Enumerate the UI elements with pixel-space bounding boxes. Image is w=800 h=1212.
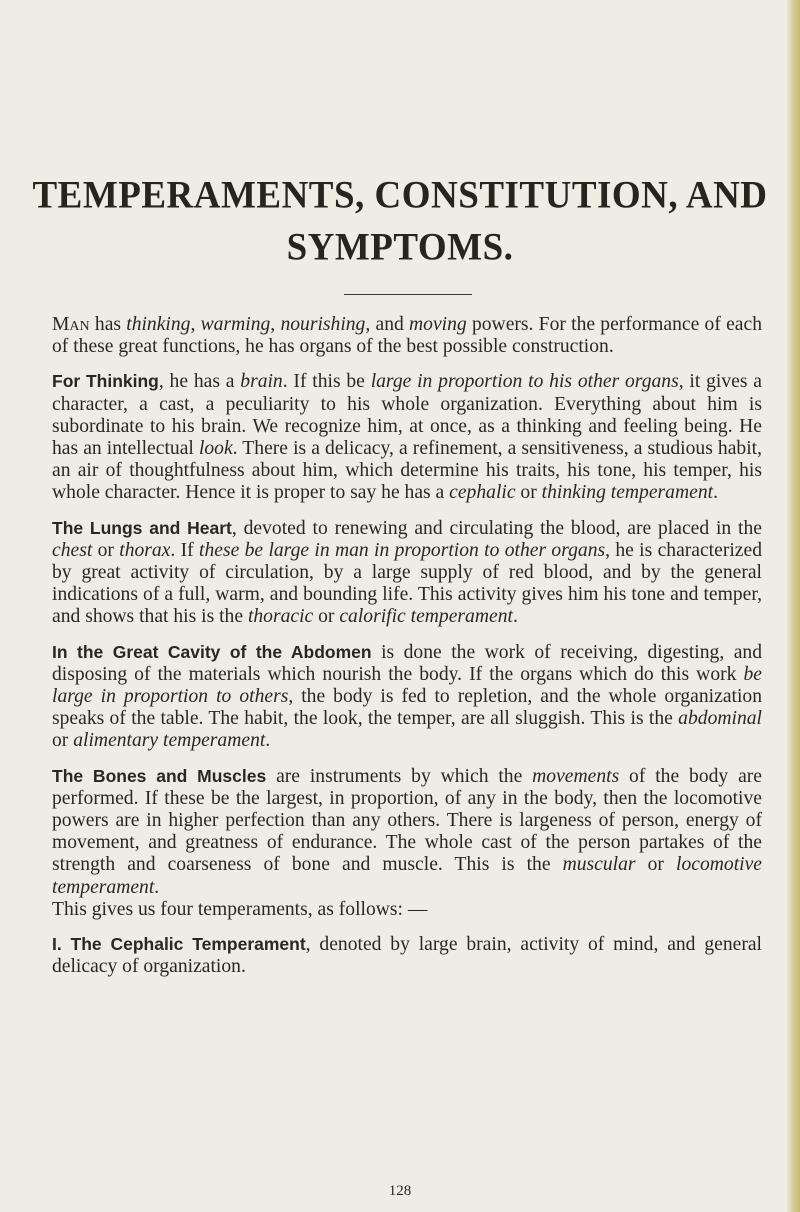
paragraph-cephalic: I. The Cephalic Temperament, denoted by large brain, activity of mind, and general delicacy of organization. [52,934,762,978]
paragraph-bones-muscles: The Bones and Muscles are instruments by which the movements of the body are performed. If these be the largest, in proportion, of any in the body, then the locomotive powers are in higher perfection than any others. There is largeness of person, energy of movement, and greatness of endurance. The whole cast of the person partakes of the strength and coarseness of bone and muscle. This is the muscular or locomotive temperament. [52,765,763,898]
title-line-2: SYMPTOMS. [286,225,514,269]
paragraph-intro: Man has thinking, warming, nourishing, and moving powers. For the performance of each of these great functions, he has organs of the best possible construction. [52,314,762,358]
page-number: 128 [388,1183,412,1199]
lead-heading: The Lungs and Heart [52,517,232,538]
lead-heading: I. The Cephalic Temperament [52,934,306,955]
paragraph-lungs-heart: The Lungs and Heart, devoted to renewing and circulating the blood, are placed in the chest or thorax. If these be large in man in proportion to other organs, he is characterized by great activity of circulation, by a large supply of red blood, and by the general indications of a full, warm, and bounding life. This activity gives him his tone and temper, and shows that his is the thoracic or calorific temperament. [52,517,762,628]
lead-heading: For Thinking [52,371,159,392]
title-line-1: TEMPERAMENTS, CONSTITUTION, AND [32,173,768,217]
body-text [52,314,762,990]
chapter-title [0,170,800,274]
paragraph-abdomen: In the Great Cavity of the Abdomen is done the work of receiving, digesting, and disposing of the materials which nourish the body. If the organs which do this work be large in proportion to others, the body is fed to repletion, and the whole organization speaks of the table. The habit, the look, the temper, are all sluggish. This is the abdominal or alimentary temperament. [52,641,762,752]
title-rule [344,294,472,295]
lead-heading: In the Great Cavity of the Abdomen [52,641,372,662]
lead-heading: The Bones and Muscles [52,765,267,786]
paragraph-summary: This gives us four temperaments, as follows: — [52,898,428,920]
paragraph-thinking: For Thinking, he has a brain. If this be large in proportion to his other organs, it gives a character, a cast, a peculiarity to his whole organization. Everything about him is subordinate to his brain. We recognize him, at once, as a thinking and feeling being. He has an intellectual look. There is a delicacy, a refinement, a sensitiveness, a studious habit, an air of thoughtfulness about him, which determine his traits, his tone, his temper, his whole character. Hence it is proper to say he has a cephalic or thinking temperament. [52,371,763,504]
